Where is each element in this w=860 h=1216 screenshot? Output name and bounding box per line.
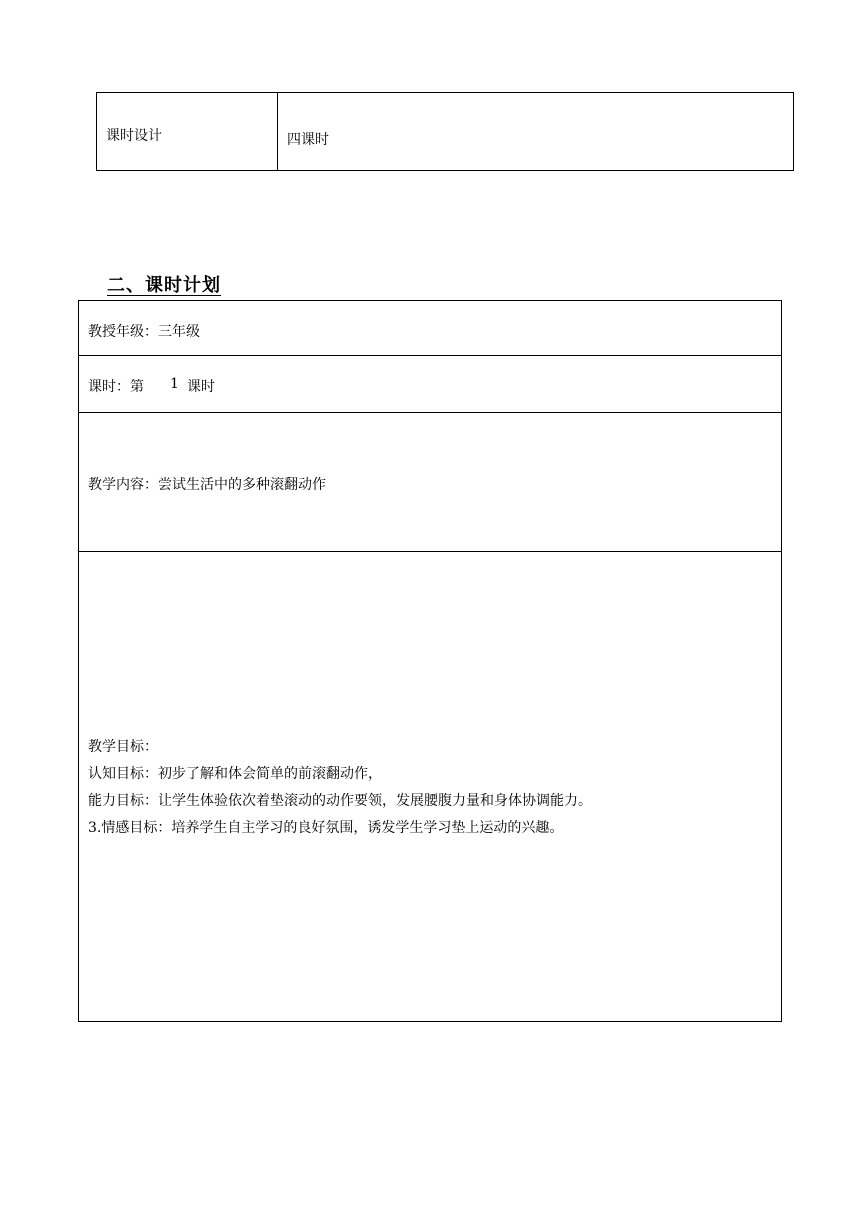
goals-row [79, 552, 781, 1021]
goal-cognitive: 认知目标：初步了解和体会简单的前滚翻动作， [88, 766, 382, 782]
grade-text: 教授年级：三年级 [88, 324, 200, 340]
goal-emotional: 3.情感目标：培养学生自主学习的良好氛围，诱发学生学习垫上运动的兴趣。 [88, 820, 564, 836]
teaching-content: 教学内容：尝试生活中的多种滚翻动作 [88, 477, 326, 493]
grade-row [79, 301, 781, 356]
lesson-plan-table [78, 300, 782, 1022]
goals-heading: 教学目标： [88, 739, 158, 755]
lesson-design-table [96, 92, 794, 171]
lesson-number: 1 [170, 376, 179, 392]
lesson-design-label: 课时设计 [97, 93, 278, 170]
lesson-design-value: 四课时 [287, 132, 329, 148]
section-title: 二、课时计划 [107, 275, 221, 296]
lesson-number-row [79, 356, 781, 413]
content-row [79, 413, 781, 552]
lesson-suffix: 课时 [187, 379, 215, 395]
lesson-prefix: 课时：第 [88, 379, 144, 395]
goal-ability: 能力目标：让学生体验依次着垫滚动的动作要领，发展腰腹力量和身体协调能力。 [88, 793, 592, 809]
